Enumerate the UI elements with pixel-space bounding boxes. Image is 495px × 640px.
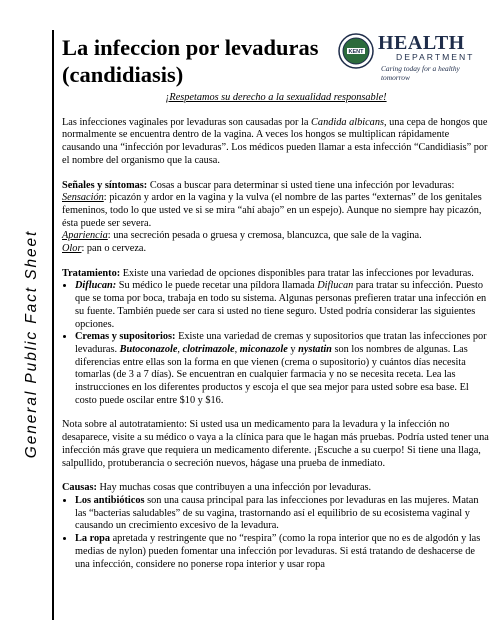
creams-text-1: Existe una variedad de cremas y supositorios que tratan las infecciones por levaduras. — [75, 331, 487, 355]
diflucan-drug: Diflucan — [317, 280, 354, 292]
title-line-2: (candidiasis) — [62, 62, 184, 87]
fact-sheet-body — [62, 92, 490, 583]
intro-text-2: , una cepa de hongos que normalmente se encuentra dentro de la vagina. A veces los hongos se multiplican rápidamente causando una “infección por levaduras”. Los médicos pueden llamar a esta infección “Candidiasis” por el nombre del organismo que la causa. — [62, 116, 488, 166]
causes-intro-text: Hay muchas cosas que contribuyen a una infección por levaduras. — [96, 482, 372, 494]
causes-intro — [62, 482, 490, 495]
drug-separator: , — [177, 343, 183, 355]
drug-butoconazole: Butoconazole — [119, 343, 178, 355]
clothing-label: La ropa — [75, 533, 110, 545]
logo-department-text: DEPARTMENT — [396, 52, 475, 62]
signs-heading: Señales y síntomas: — [62, 179, 148, 191]
signs-intro: Cosas a buscar para determinar si usted tiene una infección por levaduras: — [147, 179, 455, 191]
diflucan-label: Diflucan: — [75, 280, 117, 292]
signs-section — [62, 180, 490, 256]
treatment-list — [62, 280, 490, 407]
antibiotics-text: son una causa principal para las infecciones por levaduras en las mujeres. Matan las “bacterias saludables” de su vagina, trastornando así el equilibrio de su ecosistema vaginal y causando un crecimiento excesivo de la levadura. — [75, 494, 479, 532]
odor-text: : pan o cerveza. — [81, 243, 147, 255]
causes-heading: Causas: — [62, 482, 97, 494]
slogan: ¡Respetamos su derecho a la sexualidad responsable! — [165, 92, 387, 103]
list-item — [75, 331, 490, 407]
drug-miconazole: miconazole — [239, 343, 288, 355]
diflucan-text-1: Su médico le puede recetar una píldora llamada — [116, 280, 318, 292]
sidebar — [22, 36, 42, 616]
intro-text-1: Las infecciones vaginales por levaduras son causadas por la — [62, 116, 312, 128]
logo-health-text: HEALTH — [378, 32, 465, 54]
appearance-text: : una secreción pesada o gruesa y cremosa, blancuzca, que sale de la vagina. — [107, 230, 422, 242]
logo-tagline: Caring today for a healthy tomorrow — [381, 64, 460, 82]
seal-icon — [338, 33, 374, 69]
appearance-label: Apariencia — [62, 230, 108, 242]
species-name: Candida albicans — [311, 116, 384, 128]
sidebar-label: General Public Fact Sheet — [23, 229, 40, 459]
treatment-intro-text: Existe una variedad de opciones disponibles para tratar las infecciones por levaduras. — [120, 267, 474, 279]
list-item — [75, 280, 490, 331]
health-department-logo — [338, 33, 488, 83]
list-item — [75, 533, 490, 571]
treatment-heading: Tratamiento: — [62, 267, 121, 279]
antibiotics-label: Los antibióticos — [75, 494, 145, 506]
vertical-divider — [52, 30, 54, 620]
creams-text-2: son los nombres de algunas. Las diferencias entre ellas son la forma en que vienen (crema o supositorio) y cuántos días necesita tomarlas (de 3 a 7 días). Se encuentran en cualquier farmacia y no se necesita receta. Lea las instrucciones en los diferentes productos y escoja el que sea mejor para usted sobre esa base. El costo puede oscilar entre $10 y $16. — [75, 343, 469, 406]
creams-label: Cremas y supositorios: — [75, 331, 176, 343]
diflucan-text-2: para tratar su infección. Puesto que se toma por boca, trabaja en todo su sistema. Algunas personas prefieren tratar una infección en su fuente. También puede ser cara si usted no tiene seguro. Usted podría considerar las siguientes opciones. — [75, 280, 487, 330]
drug-separator: , — [234, 343, 240, 355]
causes-list — [62, 495, 490, 571]
treatment-intro — [62, 268, 490, 281]
drug-nystatin: nystatin — [298, 343, 332, 355]
list-item — [75, 495, 490, 533]
seal-text: KENT — [348, 49, 364, 56]
intro-paragraph — [62, 117, 490, 168]
slogan-line — [62, 92, 490, 105]
odor-label: Olor — [62, 243, 82, 255]
drug-separator: y — [287, 343, 299, 355]
sensation-label: Sensación — [62, 192, 104, 204]
clothing-text: apretada y restringente que no “respira” (como la ropa interior que no es de algodón y las medias de nylon) pueden fomentar una infección por levaduras. Si está tratando de deshacerse de una infección, considere no ponerse ropa interior y usar ropa — [75, 533, 481, 570]
page-title — [62, 34, 318, 88]
sensation-text: : picazón y ardor en la vagina y la vulva (el nombre de las partes “externas” de los genitales femeninos, todo lo que usted ve si se mira “ahí abajo” en un espejo). Aunque no siempre hay picazón, ésta puede ser severa. — [62, 192, 482, 229]
drug-clotrimazole: clotrimazole — [182, 343, 235, 355]
title-line-1: La infeccion por levaduras — [62, 35, 319, 60]
self-treatment-note: Nota sobre al autotratamiento: Si usted usa un medicamento para la levadura y la infección no desaparece, visite a su médico o vaya a la clínica para que le hagan más pruebas. Podría usted tener una infección más grave que requiera un medicamento diferente. ¡Escuche a su cuerpo! Si tiene una llaga, salpullido, protuberancia o secreción nuevos, hágase una prueba de inmediato. — [62, 419, 489, 469]
